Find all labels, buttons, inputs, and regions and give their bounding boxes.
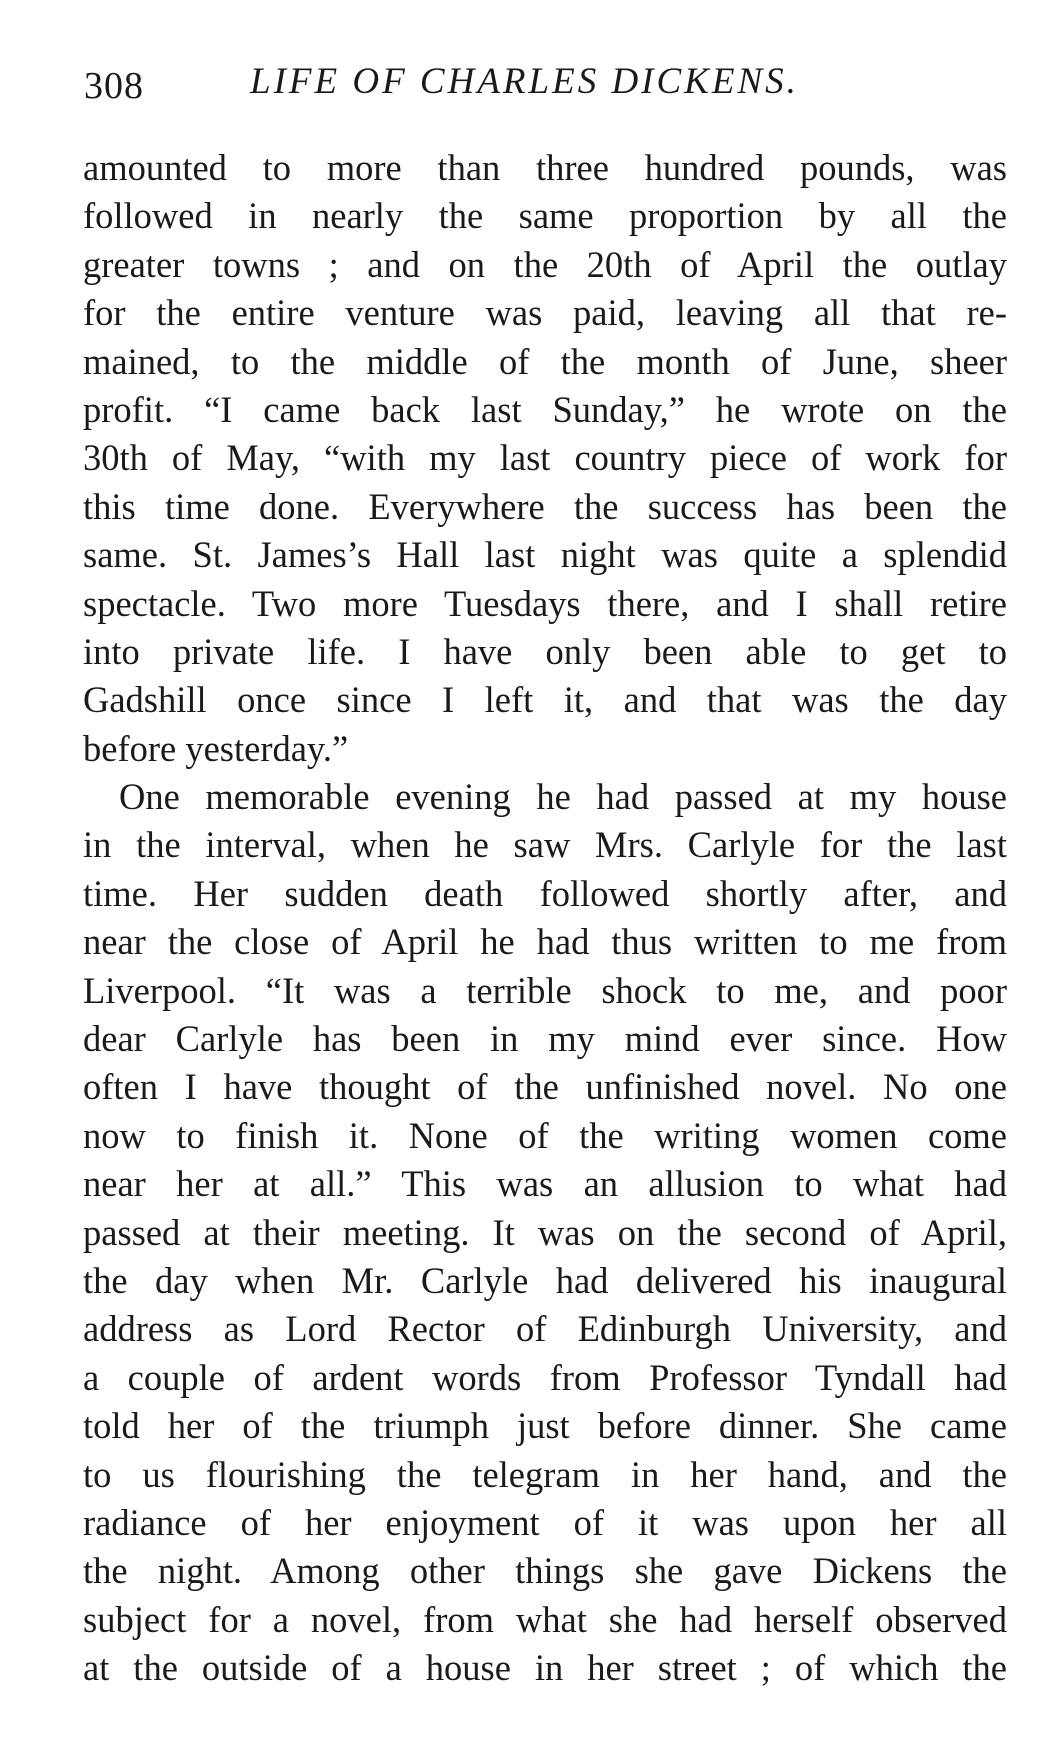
text-line: this time done. Everywhere the success has been the (83, 485, 1007, 527)
running-title: LIFE OF CHARLES DICKENS. (250, 61, 799, 102)
text-line: spectacle. Two more Tuesdays there, and I shall retire (83, 582, 1007, 624)
text-line: now to finish it. None of the writing women come (83, 1114, 1007, 1156)
text-line: told her of the triumph just before dinner. She came (83, 1405, 1007, 1447)
text-line: often I have thought of the unfinished novel. No one (83, 1066, 1007, 1108)
text-line: time. Her sudden death followed shortly after, and (83, 872, 1007, 914)
text-line: amounted to more than three hundred pounds, was (83, 147, 1007, 188)
text-line: mained, to the middle of the month of June, sheer (83, 340, 1007, 382)
text-line: followed in nearly the same proportion by all the (83, 195, 1007, 237)
text-line: near the close of April he had thus written to me from (83, 921, 1007, 963)
text-line: same. St. James’s Hall last night was quite a splendid (83, 534, 1007, 576)
text-line: at the outside of a house in her street ; of which the (83, 1647, 1007, 1689)
text-line: greater towns ; and on the 20th of April the outlay (83, 243, 1007, 285)
page-number: 308 (84, 65, 144, 107)
text-line: near her at all.” This was an allusion to what had (83, 1163, 1007, 1205)
text-line: radiance of her enjoyment of it was upon her all (83, 1501, 1007, 1543)
text-line: subject for a novel, from what she had herself observed (83, 1598, 1007, 1640)
text-line: profit. “I came back last Sunday,” he wrote on the (83, 388, 1007, 430)
text-line: in the interval, when he saw Mrs. Carlyle for the last (83, 824, 1007, 866)
text-line: the night. Among other things she gave Dickens the (83, 1550, 1007, 1592)
text-line: a couple of ardent words from Professor Tyndall had (83, 1356, 1007, 1398)
text-line: passed at their meeting. It was on the second of April, (83, 1211, 1007, 1253)
text-line: 30th of May, “with my last country piece of work for (83, 437, 1007, 479)
text-line: to us flourishing the telegram in her hand, and the (83, 1453, 1007, 1495)
paragraph-first-line: One memorable evening he had passed at my house (119, 776, 1007, 818)
text-line: into private life. I have only been able to get to (83, 630, 1007, 672)
text-line: for the entire venture was paid, leaving all that re- (83, 292, 1007, 334)
text-line: the day when Mr. Carlyle had delivered his inaugural (83, 1259, 1007, 1301)
running-head (80, 60, 1000, 110)
paragraph-last-line: before yesterday.” (83, 727, 349, 769)
text-line: dear Carlyle has been in my mind ever since. How (83, 1018, 1007, 1060)
body-text (83, 144, 1007, 1693)
text-line: address as Lord Rector of Edinburgh University, and (83, 1308, 1007, 1350)
text-line: Gadshill once since I left it, and that was the day (83, 679, 1007, 721)
text-line: Liverpool. “It was a terrible shock to me, and poor (83, 969, 1007, 1011)
